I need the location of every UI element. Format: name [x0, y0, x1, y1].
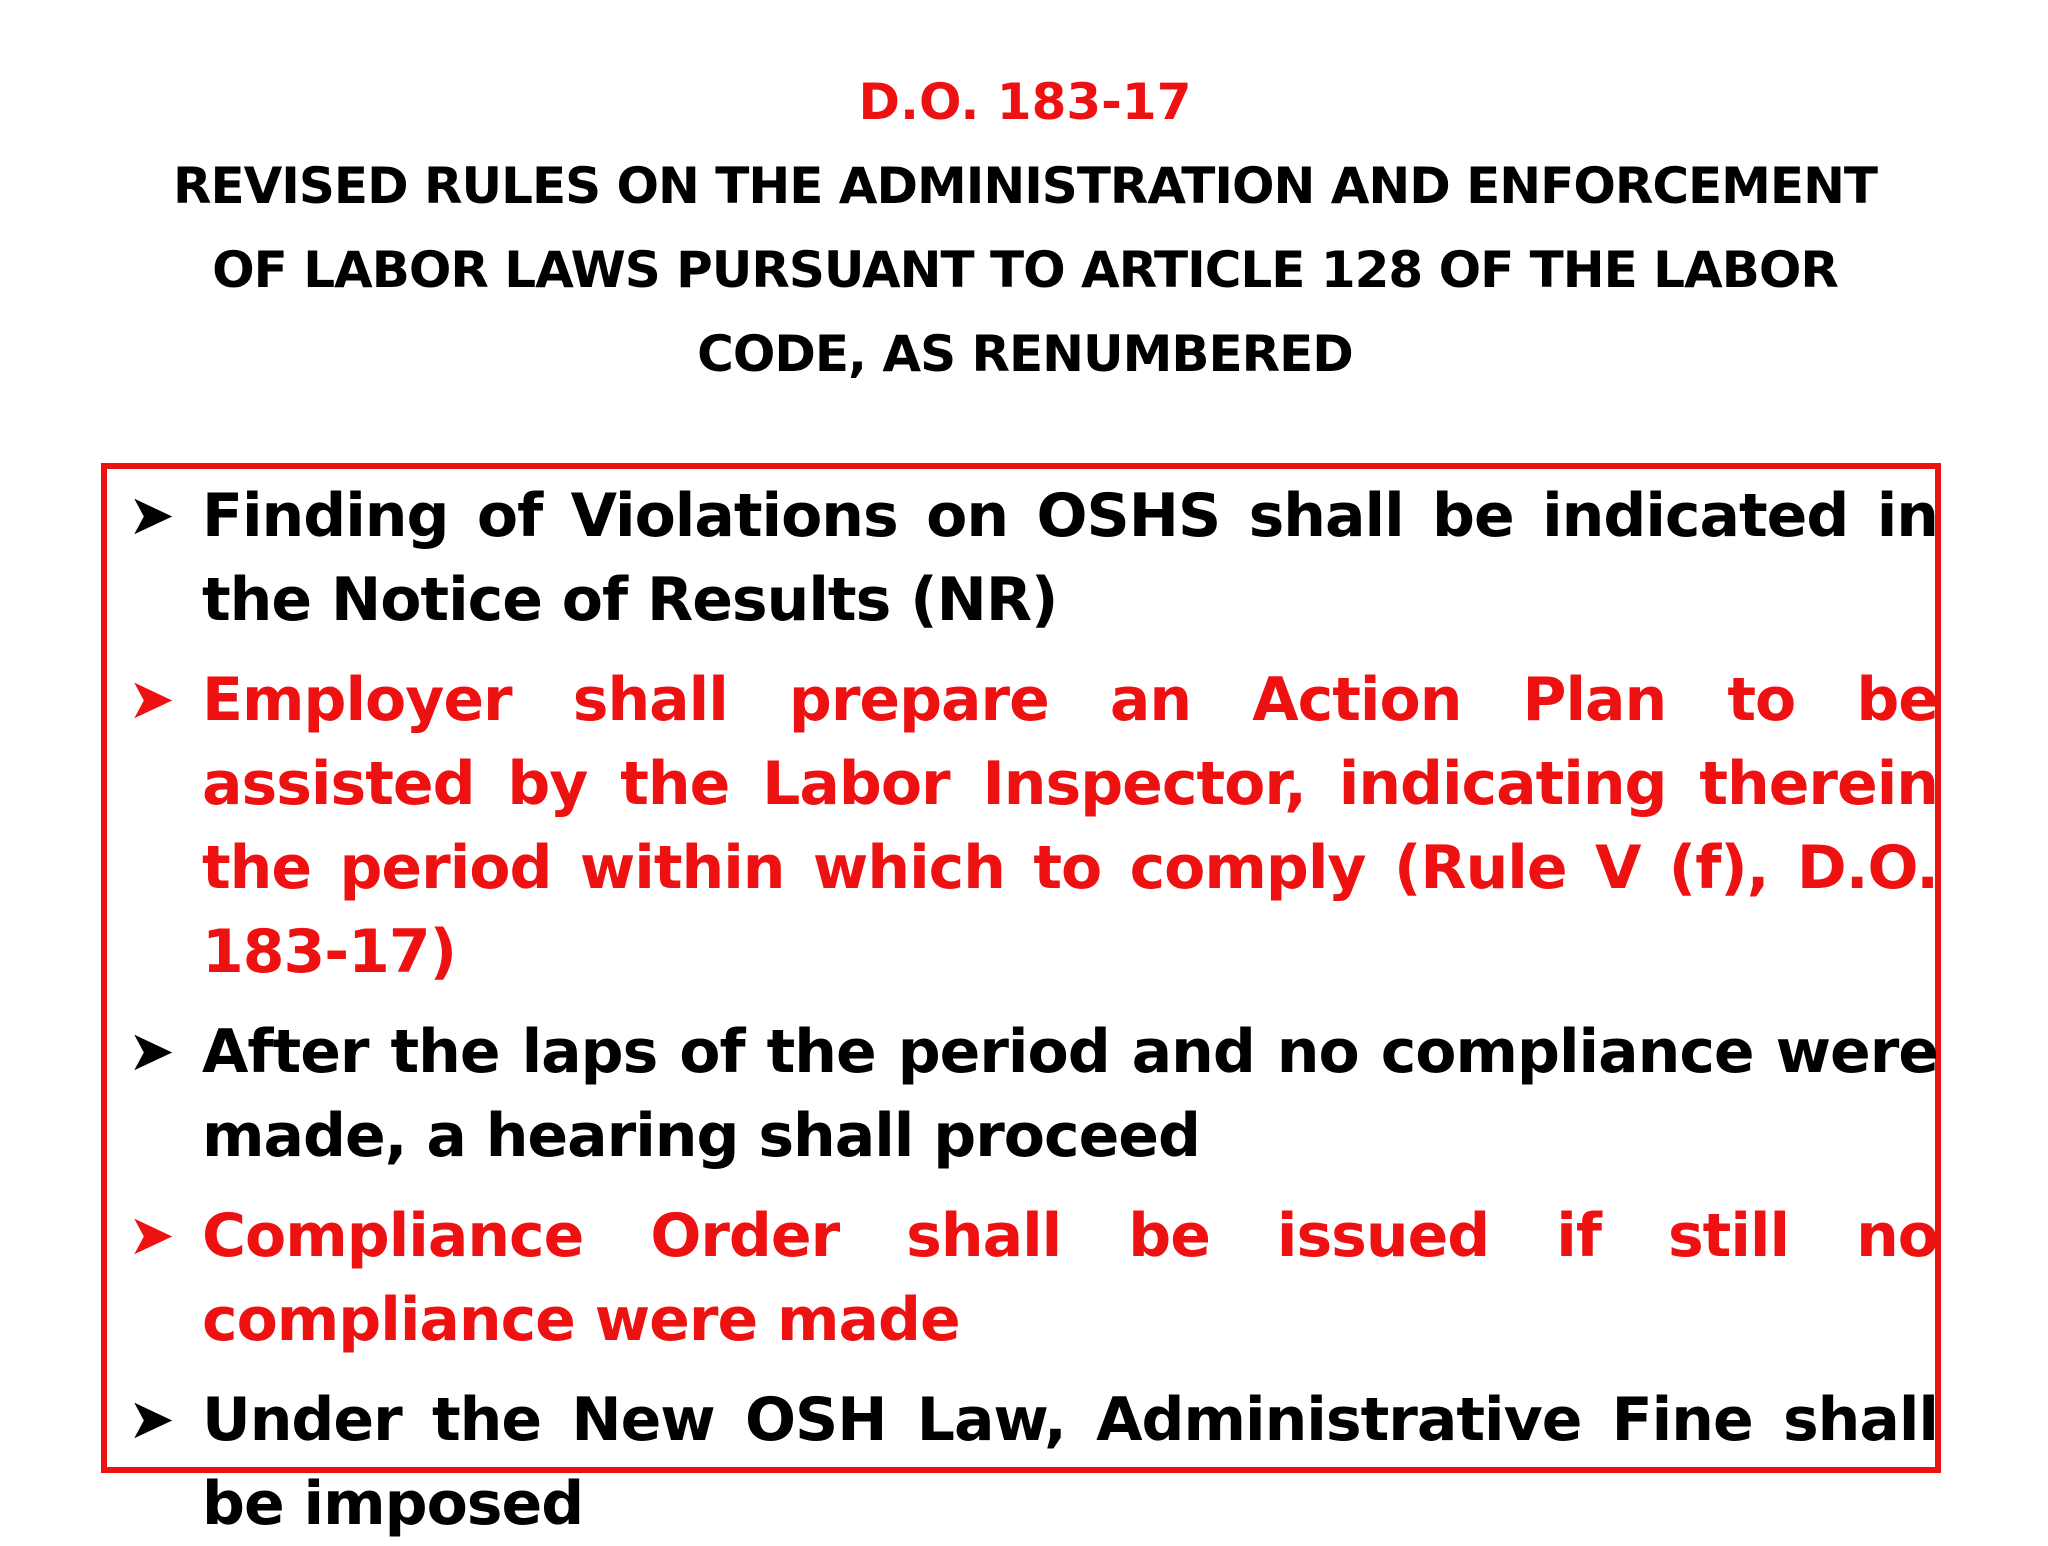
bullet-item	[128, 1378, 1938, 1546]
arrowhead-bullet-icon: ➤	[128, 1203, 174, 1268]
bullet-list	[128, 474, 1938, 1546]
document-title-line: REVISED RULES ON THE ADMINISTRATION AND ENFORCEMENT	[172, 157, 1878, 215]
bullet-text: Compliance Order shall be issued if still no compliance were made	[202, 1201, 1938, 1355]
bullet-item	[128, 474, 1938, 642]
document-title-line: CODE, AS RENUMBERED	[697, 325, 1353, 383]
document-number: D.O. 183-17	[858, 73, 1192, 131]
bullet-text: Under the New OSH Law, Administrative Fine shall be imposed	[202, 1385, 1938, 1539]
document-title	[100, 144, 1950, 396]
title-block	[100, 60, 1950, 396]
arrowhead-bullet-icon: ➤	[128, 483, 174, 548]
bullet-text: After the laps of the period and no compliance were made, a hearing shall proceed	[202, 1017, 1938, 1171]
arrowhead-bullet-icon: ➤	[128, 1019, 174, 1084]
document-title-line: OF LABOR LAWS PURSUANT TO ARTICLE 128 OF THE LABOR	[212, 241, 1838, 299]
arrowhead-bullet-icon: ➤	[128, 1387, 174, 1452]
arrowhead-bullet-icon: ➤	[128, 667, 174, 732]
bullet-item	[128, 658, 1938, 994]
bullet-text: Employer shall prepare an Action Plan to be assisted by the Labor Inspector, indicating therein the period within which to comply (Rule V (f), D.O. 183-17)	[202, 665, 1938, 987]
bullet-text: Finding of Violations on OSHS shall be indicated in the Notice of Results (NR)	[202, 481, 1938, 635]
bullet-item	[128, 1194, 1938, 1362]
bullet-item	[128, 1010, 1938, 1178]
